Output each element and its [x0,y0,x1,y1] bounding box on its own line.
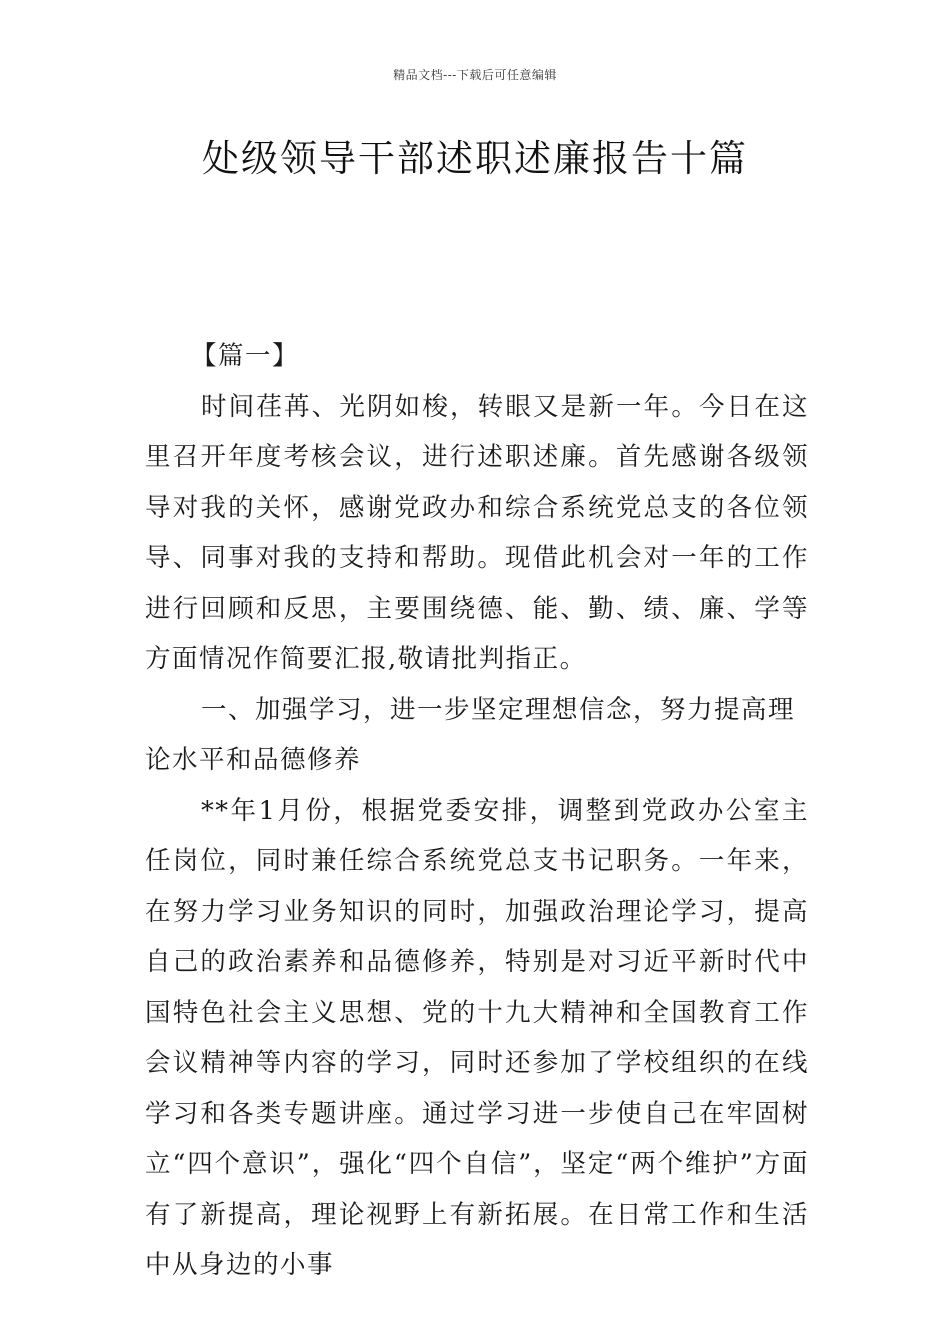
header-note: 精品文档---下载后可任意编辑 [393,68,557,82]
section-heading: 一、加强学习，进一步坚定理想信念，努力提高理论水平和品德修养 [145,694,796,775]
document-title: 处级领导干部述职述廉报告十篇 [202,137,748,180]
section-label: 【篇一】 [191,341,300,371]
document-body [145,331,809,1291]
paragraph-study: **年1月份，根据党委安排，调整到党政办公室主任岗位，同时兼任综合系统党总支书记职务。一年来，在努力学习业务知识的同时，加强政治理论学习，提高自己的政治素养和品德修养，特别是对习近平新时代中国特色社会主义思想、党的十九大精神和全国教育工作会议精神等内容的学习，同时还参加了学校组织的在线学习和各类专题讲座。通过学习进一步使自己在牢固树立“四个意识”，强化“四个自信”，坚定“两个维护”方面有了新提高，理论视野上有新拓展。在日常工作和生活中从身边的小事 [145,795,809,1280]
paragraph-intro: 时间荏苒、光阴如梭，转眼又是新一年。今日在这里召开年度考核会议，进行述职述廉。首先感谢各级领导对我的关怀，感谢党政办和综合系统党总支的各位领导、同事对我的支持和帮助。现借此机会对一年的工作进行回顾和反思，主要围绕德、能、勤、绩、廉、学等方面情况作简要汇报,敬请批判指正。 [145,391,809,674]
